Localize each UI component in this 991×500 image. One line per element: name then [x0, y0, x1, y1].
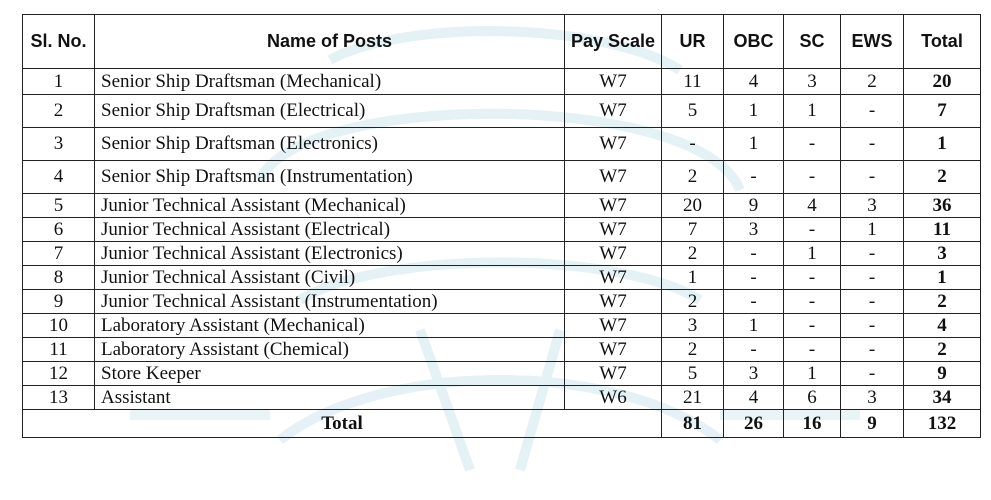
total-row — [23, 410, 981, 438]
cell-total: 2 — [904, 338, 981, 362]
cell-ews: - — [841, 128, 904, 161]
cell-post-name: Junior Technical Assistant (Civil) — [95, 266, 565, 290]
table-row — [23, 242, 981, 266]
cell-sc: - — [784, 338, 841, 362]
cell-ur: 7 — [662, 218, 724, 242]
cell-ur: 3 — [662, 314, 724, 338]
header-row — [23, 15, 981, 69]
cell-obc: - — [724, 161, 784, 194]
cell-total: 2 — [904, 290, 981, 314]
cell-obc: - — [724, 290, 784, 314]
cell-post-name: Junior Technical Assistant (Electronics) — [95, 242, 565, 266]
cell-ur: 5 — [662, 95, 724, 128]
cell-sc: - — [784, 314, 841, 338]
cell-obc: - — [724, 266, 784, 290]
table-row — [23, 266, 981, 290]
cell-sl: 12 — [23, 362, 95, 386]
total-obc: 26 — [724, 410, 784, 438]
cell-post-name: Senior Ship Draftsman (Instrumentation) — [95, 161, 565, 194]
table-row — [23, 128, 981, 161]
cell-sl: 2 — [23, 95, 95, 128]
cell-post-name: Laboratory Assistant (Chemical) — [95, 338, 565, 362]
cell-sc: 4 — [784, 194, 841, 218]
cell-ur: 2 — [662, 161, 724, 194]
cell-ur: 5 — [662, 362, 724, 386]
cell-sc: - — [784, 266, 841, 290]
cell-sc: 1 — [784, 95, 841, 128]
cell-ews: 2 — [841, 69, 904, 95]
cell-ur: - — [662, 128, 724, 161]
cell-sc: - — [784, 290, 841, 314]
cell-post-name: Senior Ship Draftsman (Electrical) — [95, 95, 565, 128]
cell-pay-scale: W7 — [565, 194, 662, 218]
cell-sl: 5 — [23, 194, 95, 218]
cell-sc: 1 — [784, 362, 841, 386]
total-ur: 81 — [662, 410, 724, 438]
cell-obc: 4 — [724, 69, 784, 95]
total-label: Total — [23, 410, 662, 438]
cell-obc: 1 — [724, 314, 784, 338]
cell-sl: 13 — [23, 386, 95, 410]
table-row — [23, 290, 981, 314]
cell-sl: 11 — [23, 338, 95, 362]
cell-total: 7 — [904, 95, 981, 128]
cell-ews: - — [841, 266, 904, 290]
cell-ews: - — [841, 95, 904, 128]
cell-sl: 1 — [23, 69, 95, 95]
cell-obc: 1 — [724, 95, 784, 128]
cell-total: 1 — [904, 266, 981, 290]
table-row — [23, 161, 981, 194]
cell-pay-scale: W7 — [565, 218, 662, 242]
posts-table — [22, 14, 981, 438]
cell-sl: 3 — [23, 128, 95, 161]
header-name-of-posts: Name of Posts — [95, 15, 565, 69]
cell-post-name: Junior Technical Assistant (Mechanical) — [95, 194, 565, 218]
cell-pay-scale: W7 — [565, 242, 662, 266]
cell-ur: 2 — [662, 242, 724, 266]
total-ews: 9 — [841, 410, 904, 438]
cell-ews: - — [841, 290, 904, 314]
cell-total: 3 — [904, 242, 981, 266]
cell-ews: - — [841, 338, 904, 362]
header-sc: SC — [784, 15, 841, 69]
total-sc: 16 — [784, 410, 841, 438]
cell-pay-scale: W7 — [565, 290, 662, 314]
header-ur: UR — [662, 15, 724, 69]
cell-pay-scale: W7 — [565, 69, 662, 95]
cell-total: 20 — [904, 69, 981, 95]
cell-sl: 9 — [23, 290, 95, 314]
cell-post-name: Senior Ship Draftsman (Electronics) — [95, 128, 565, 161]
table-row — [23, 314, 981, 338]
cell-pay-scale: W7 — [565, 95, 662, 128]
cell-total: 2 — [904, 161, 981, 194]
table-row — [23, 194, 981, 218]
cell-obc: 1 — [724, 128, 784, 161]
cell-pay-scale: W7 — [565, 314, 662, 338]
cell-obc: 4 — [724, 386, 784, 410]
cell-sc: - — [784, 161, 841, 194]
cell-ews: 3 — [841, 386, 904, 410]
cell-sc: 6 — [784, 386, 841, 410]
table-row — [23, 95, 981, 128]
total-grand: 132 — [904, 410, 981, 438]
header-pay-scale: Pay Scale — [565, 15, 662, 69]
cell-ews: - — [841, 161, 904, 194]
header-sl-no: Sl. No. — [23, 15, 95, 69]
cell-sl: 10 — [23, 314, 95, 338]
cell-sl: 4 — [23, 161, 95, 194]
cell-post-name: Assistant — [95, 386, 565, 410]
cell-pay-scale: W7 — [565, 161, 662, 194]
cell-obc: 3 — [724, 218, 784, 242]
cell-obc: 9 — [724, 194, 784, 218]
cell-total: 11 — [904, 218, 981, 242]
cell-pay-scale: W6 — [565, 386, 662, 410]
header-total: Total — [904, 15, 981, 69]
cell-sl: 7 — [23, 242, 95, 266]
cell-sc: 1 — [784, 242, 841, 266]
cell-ur: 2 — [662, 290, 724, 314]
table-row — [23, 386, 981, 410]
cell-sl: 6 — [23, 218, 95, 242]
header-obc: OBC — [724, 15, 784, 69]
cell-post-name: Store Keeper — [95, 362, 565, 386]
cell-ews: - — [841, 242, 904, 266]
cell-total: 9 — [904, 362, 981, 386]
cell-total: 34 — [904, 386, 981, 410]
table-row — [23, 69, 981, 95]
cell-total: 4 — [904, 314, 981, 338]
header-ews: EWS — [841, 15, 904, 69]
cell-obc: - — [724, 338, 784, 362]
cell-pay-scale: W7 — [565, 128, 662, 161]
cell-ur: 1 — [662, 266, 724, 290]
cell-pay-scale: W7 — [565, 338, 662, 362]
cell-ur: 2 — [662, 338, 724, 362]
cell-ews: - — [841, 362, 904, 386]
cell-post-name: Laboratory Assistant (Mechanical) — [95, 314, 565, 338]
cell-total: 36 — [904, 194, 981, 218]
cell-ur: 11 — [662, 69, 724, 95]
cell-ews: 3 — [841, 194, 904, 218]
cell-sc: 3 — [784, 69, 841, 95]
cell-obc: 3 — [724, 362, 784, 386]
cell-post-name: Senior Ship Draftsman (Mechanical) — [95, 69, 565, 95]
table-row — [23, 338, 981, 362]
cell-pay-scale: W7 — [565, 266, 662, 290]
cell-post-name: Junior Technical Assistant (Instrumentation) — [95, 290, 565, 314]
cell-ur: 21 — [662, 386, 724, 410]
cell-sc: - — [784, 218, 841, 242]
cell-total: 1 — [904, 128, 981, 161]
cell-ur: 20 — [662, 194, 724, 218]
table-row — [23, 362, 981, 386]
cell-sc: - — [784, 128, 841, 161]
cell-ews: 1 — [841, 218, 904, 242]
cell-ews: - — [841, 314, 904, 338]
table-row — [23, 218, 981, 242]
cell-pay-scale: W7 — [565, 362, 662, 386]
cell-sl: 8 — [23, 266, 95, 290]
cell-post-name: Junior Technical Assistant (Electrical) — [95, 218, 565, 242]
cell-obc: - — [724, 242, 784, 266]
